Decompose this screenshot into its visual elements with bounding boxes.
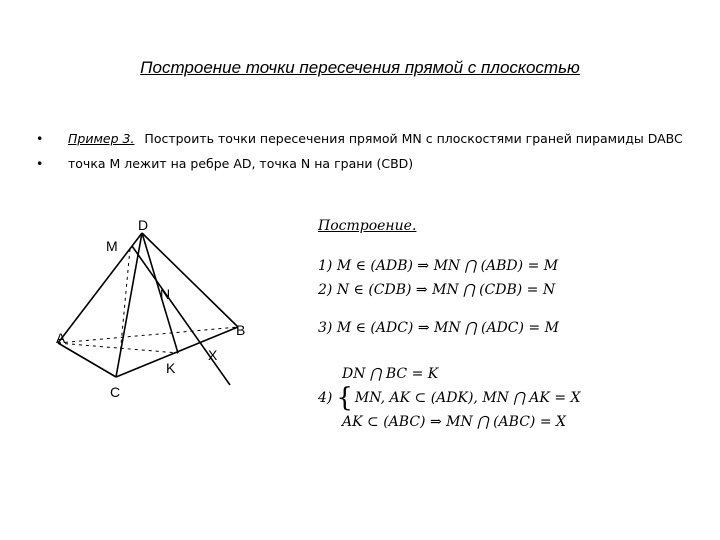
label-c: C <box>110 384 121 400</box>
label-k: K <box>166 360 176 376</box>
construction-step: 2) N ∈ (CDB) ⇒ MN ⋂ (CDB) = N <box>318 282 556 298</box>
example-label: Пример 3. <box>68 131 135 146</box>
edge-ac <box>58 343 116 377</box>
label-n: N <box>160 286 171 302</box>
step4-main: MN, AK ⊂ (ADK), MN ⋂ AK = X <box>354 390 581 406</box>
line-dm-hidden <box>120 249 130 355</box>
label-d: D <box>138 217 149 233</box>
bullet-item <box>36 155 696 172</box>
construction-step4 <box>318 383 618 413</box>
construction-step: 3) M ∈ (ADC) ⇒ MN ⋂ (ADC) = M <box>318 320 559 336</box>
line-ak-hidden <box>58 343 178 353</box>
bullet-text: точка М лежит на ребре AD, точка N на грани (CBD) <box>68 156 414 171</box>
pyramid-diagram <box>50 215 270 405</box>
page-title: Построение точки пересечения прямой с плоскостью <box>140 58 580 77</box>
label-b: B <box>236 322 246 338</box>
label-x: X <box>208 347 218 363</box>
construction-step: 1) M ∈ (ADB) ⇒ MN ⋂ (ABD) = M <box>318 258 559 274</box>
bullet-text: Построить точки пересечения прямой MN с плоскостями граней пирамиды DABC <box>144 131 683 146</box>
bullet-item <box>36 130 696 147</box>
construction-step4-post: AK ⊂ (ABC) ⇒ MN ⋂ (ABC) = X <box>342 414 566 430</box>
brace-icon: { <box>336 383 353 413</box>
bullet-list <box>36 130 696 180</box>
label-a: A <box>56 330 66 346</box>
bullet-dot: • <box>36 156 44 171</box>
label-m: M <box>106 238 118 254</box>
edge-ab-hidden <box>58 327 238 343</box>
edge-da <box>58 233 142 343</box>
construction-step4-pre: DN ⋂ BC = K <box>342 366 439 382</box>
construction-heading: Построение. <box>318 218 417 234</box>
step4-number: 4) <box>318 390 333 406</box>
bullet-dot: • <box>36 131 44 146</box>
construction-block <box>318 218 618 434</box>
